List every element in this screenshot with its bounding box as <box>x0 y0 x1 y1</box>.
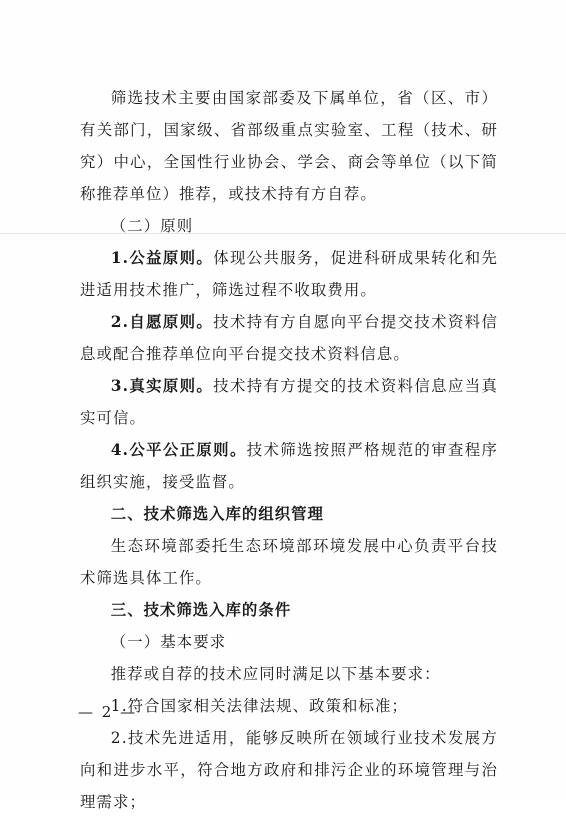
principle-voluntary <box>80 306 498 370</box>
basic-requirements-heading: （一）基本要求 <box>110 633 227 651</box>
principle-body: 技术持有方提交的技术资料信息应当真实可信。 <box>80 377 498 427</box>
principles-heading: （二）原则 <box>110 217 194 235</box>
page-number: — 2 — <box>78 703 138 721</box>
principle-public-welfare <box>80 242 498 306</box>
principle-title: 2.自愿原则。 <box>110 313 214 331</box>
intro-paragraph: 筛选技术主要由国家部委及下属单位，省（区、市）有关部门，国家级、省部级重点实验室、工程（技术、研究）中心，全国性行业协会、学会、商会等单位（以下简称推荐单位）推荐，或技术持有方自荐。 <box>80 89 498 203</box>
section-heading-organization: 二、技术筛选入库的组织管理 <box>110 505 324 523</box>
principle-body: 体现公共服务，促进科研成果转化和先进适用技术推广，筛选过程不收取费用。 <box>80 249 498 299</box>
principle-truthful <box>80 370 498 434</box>
principle-fairness <box>80 434 498 498</box>
requirement-item: 1.符合国家相关法律法规、政策和标准； <box>110 697 409 715</box>
basic-requirements-intro: 推荐或自荐的技术应同时满足以下基本要求： <box>110 665 441 683</box>
principle-body: 技术筛选按照严格规范的审查程序组织实施，接受监督。 <box>80 441 498 491</box>
organization-paragraph: 生态环境部委托生态环境部环境发展中心负责平台技术筛选具体工作。 <box>80 537 498 587</box>
section-heading-conditions: 三、技术筛选入库的条件 <box>110 601 292 619</box>
principle-title: 3.真实原则。 <box>110 377 214 395</box>
principle-title: 4.公平公正原则。 <box>110 441 247 459</box>
document-body <box>80 82 498 818</box>
requirement-item: 2.技术先进适用，能够反映所在领域行业技术发展方向和进步水平，符合地方政府和排污企业的环境管理与治理需求； <box>80 729 498 811</box>
principle-body: 技术持有方自愿向平台提交技术资料信息或配合推荐单位向平台提交技术资料信息。 <box>80 313 498 363</box>
principle-title: 1.公益原则。 <box>110 249 214 267</box>
